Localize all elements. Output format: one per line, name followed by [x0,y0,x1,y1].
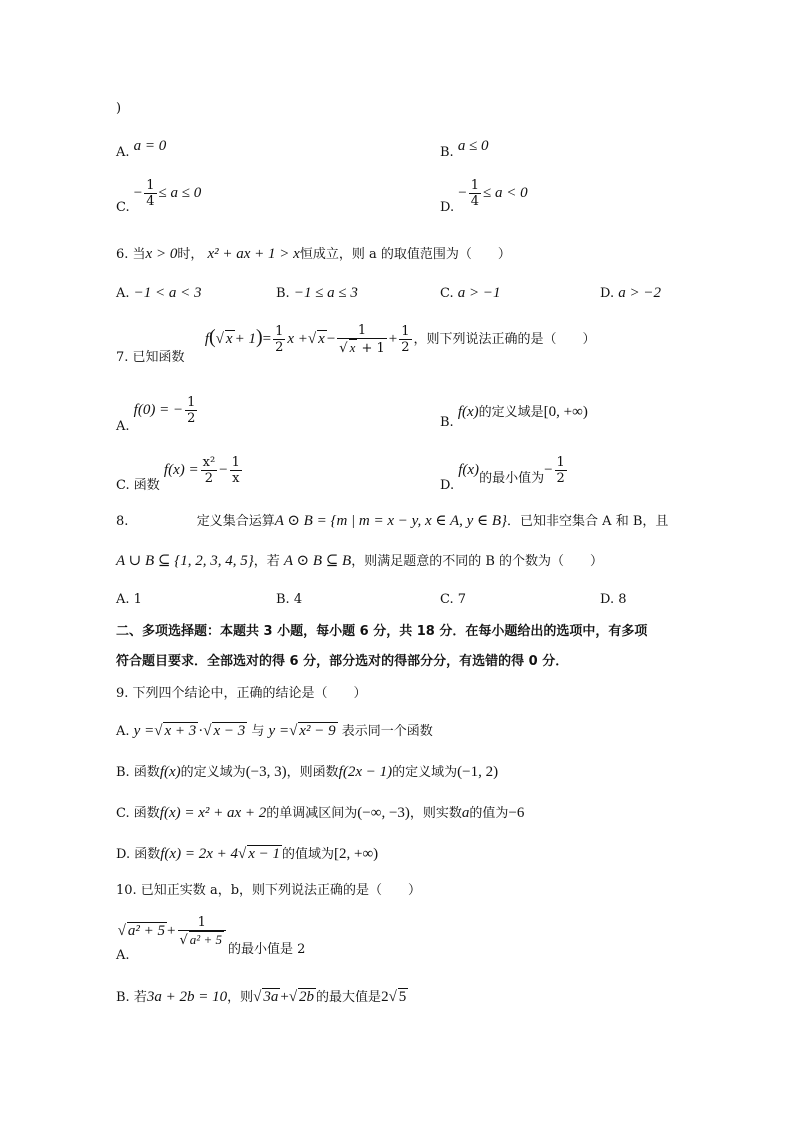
math-expr: f(x) [159,764,181,780]
option-text: 表示同一个函数 [341,724,433,739]
fraction [555,455,567,486]
fraction [273,324,285,355]
q8-stem-line2 [116,552,603,571]
fraction [399,324,411,355]
option-letter: B. [116,990,130,1005]
option-letter: B. [116,765,130,780]
set-condition: A ⊙ B ⊆ B [283,553,352,569]
math-expr: f(x) [457,404,479,420]
option-letter: D. [440,200,455,215]
radicand: x² − 9 [299,723,336,739]
q10-option-a [116,915,306,963]
numerator: 1 [357,323,367,338]
option-text: ，则 [227,990,254,1005]
radicand: x [225,331,233,347]
radical-sign: √ [215,331,224,347]
stem-text: 定义集合运算 [196,514,275,529]
option-letter: A. [116,145,130,160]
option-text: 的定义域为 [180,765,246,780]
denominator [178,930,226,948]
radicand: a² + 5 [127,923,166,939]
option-expr: a ≤ 0 [457,138,489,154]
option-text: 与 [251,724,265,739]
fraction [144,178,156,209]
equals-sign: = [262,331,272,347]
option-text: 的值为 [469,806,509,821]
set-definition: A ⊙ B = {m | m = x − y, x ∈ A, y ∈ B} [274,513,508,529]
denominator: x [230,470,242,486]
minus-sign: − [458,185,467,201]
plus-sign: + [280,989,289,1005]
q6-option-d [600,284,661,303]
minus-sign: − [219,462,228,478]
q8-option-a: A. 1 [116,592,142,607]
math-expr: x > 0 [145,246,178,262]
option-letter: B. [440,415,454,430]
numerator: x² [202,455,216,470]
radicand: 5 [398,989,407,1005]
option-letter: A. [116,724,130,739]
option-text: 的单调减区间为 [266,806,358,821]
numerator: 1 [556,455,565,470]
option-letter: D. [440,478,455,493]
numerator: 1 [470,178,479,193]
option-letter: C. [116,806,130,821]
radical-sign: √ [154,723,163,739]
numerator: 1 [231,455,240,470]
interval: [0, +∞) [543,404,588,420]
set-condition: A ∪ B ⊆ {1, 2, 3, 4, 5} [116,553,254,569]
q6-stem [116,245,511,264]
fraction [185,395,197,426]
math-expr: y = [133,723,155,739]
radicand: x [349,340,356,355]
q5-option-b [440,137,489,160]
option-expr: a > −2 [618,285,661,301]
math-expr: f(x) [458,462,480,478]
denominator: 2 [187,411,196,426]
math-expr: y = [268,723,290,739]
interval: (−∞, −3) [357,805,410,821]
interval: [2, +∞) [334,846,379,862]
numerator: 1 [275,324,284,339]
math-expr: 2 [381,989,389,1005]
question-number: 6. 当 [116,247,146,262]
stem-text: 时， [177,247,204,262]
interval: (−3, 3) [245,764,287,780]
denominator: 2 [401,340,410,355]
q7-option-c [116,455,244,493]
plus-sign: + [388,331,398,347]
question-number: 7. 已知函数 [116,350,185,365]
stem-text: ，若 [253,554,280,569]
option-text: 函数 [134,847,161,862]
option-letter: D. [116,847,131,862]
math-expr: x + [287,331,308,347]
function-name: f [204,331,209,347]
section-heading-line2: 符合题目要求．全部选对的得 6 分，部分选对的得部分分，有选错的得 0 分． [116,654,569,669]
minus-sign: − [544,462,553,478]
option-letter: B. [276,286,290,301]
option-text: 函数 [133,478,160,493]
math-expr: f(x) = x² + ax + 2 [159,805,267,821]
q7-option-b [440,403,588,430]
q8-option-c: C. 7 [440,592,467,607]
radical-sign: √ [253,989,262,1005]
paren-close: ) [255,326,263,348]
option-expr: −1 ≤ a ≤ 3 [293,285,358,301]
radicand: x + 3 [164,723,197,739]
radicand: 2b [299,989,315,1005]
math-expr: f(x) = [163,462,199,478]
interval: (−1, 2) [457,764,499,780]
option-letter: B. [440,145,454,160]
fraction [230,455,242,486]
fraction [337,323,387,356]
question-number: 8. [116,514,129,529]
q5-option-c [116,178,202,215]
minus-sign: − [133,185,143,201]
radicand: x − 3 [213,723,246,739]
math-expr: + 1 [361,341,385,356]
option-text: 的最小值为 [479,471,545,486]
option-letter: A. [116,286,130,301]
denominator: 4 [146,194,155,209]
q8-stem-line1 [116,512,668,531]
denominator [337,338,387,356]
q7-stem [116,323,596,365]
math-expr: f(2x − 1) [338,764,393,780]
option-text: 函数 [133,806,160,821]
math-expr: −6 [508,805,525,821]
radical-sign: √ [288,989,298,1005]
option-letter: C. [116,478,130,493]
math-expr: 3a + 2b = 10 [146,989,228,1005]
continuation-paren: ) [116,101,122,116]
option-letter: A. [116,419,130,434]
option-expr: a > −1 [457,285,501,301]
q9-option-c [116,804,524,823]
q5-option-a [116,137,167,160]
q9-option-a [116,722,433,741]
radical-sign: √ [339,341,348,356]
q8-option-d: D. 8 [600,592,627,607]
math-expr: a [461,805,470,821]
denominator: 2 [556,471,565,486]
fraction [201,455,218,486]
q5-option-d [440,178,528,215]
paren-open: ( [209,326,216,348]
q6-option-c [440,284,501,303]
option-text: 若 [133,990,147,1005]
plus-sign: + [167,923,176,939]
radical-sign: √ [289,723,298,739]
option-letter: C. [116,200,130,215]
q7-option-a [116,395,199,434]
option-text: ，则实数 [409,806,462,821]
numerator: 1 [401,324,410,339]
q10-stem: 10. 已知正实数 a，b，则下列说法正确的是（ ） [116,883,422,898]
denominator: 2 [275,340,284,355]
radical-sign: √ [307,331,317,347]
option-expr: ≤ a < 0 [482,185,528,201]
q9-option-d [116,845,378,864]
option-expr: a = 0 [133,138,167,154]
radicand: x [318,331,325,347]
stem-text: ．已知非空集合 A 和 B，且 [507,514,669,529]
math-expr: f(0) = − [133,402,184,418]
section-heading-line1: 二、多项选择题：本题共 3 小题，每小题 6 分，共 18 分．在每小题给出的选项中，有多项 [116,624,648,639]
q8-option-b: B. 4 [276,592,303,607]
q6-option-a [116,284,202,303]
radical-sign: √ [117,923,126,939]
numerator: 1 [146,178,155,193]
numerator: 1 [187,395,196,410]
minus-sign: − [326,331,336,347]
stem-text: 恒成立，则 a 的取值范围为（ ） [299,247,511,262]
fraction [469,178,481,209]
option-expr: −1 < a < 3 [133,285,202,301]
denominator: 4 [470,194,479,209]
math-expr: + 1 [234,331,256,347]
math-expr: f(x) = 2x + 4 [160,846,238,862]
option-letter: D. [600,286,615,301]
numerator: 1 [197,915,206,930]
radicand: a² + 5 [189,932,222,947]
q9-stem: 9. 下列四个结论中，正确的结论是（ ） [116,686,367,701]
option-letter: A. [116,948,130,963]
option-text: 的最大值是 [316,990,382,1005]
denominator: 2 [201,470,218,486]
stem-text: ，则下列说法正确的是（ ） [413,332,596,347]
math-expr: x² + ax + 1 > x [207,246,300,262]
q9-option-b [116,763,498,782]
q7-option-d [440,455,569,493]
radical-sign: √ [179,933,188,948]
option-text: ，则函数 [286,765,339,780]
q10-option-b [116,988,408,1007]
stem-text: ，则满足题意的不同的 B 的个数为（ ） [351,554,604,569]
option-text: 的值域为 [281,847,334,862]
radical-sign: √ [388,989,397,1005]
multiply-dot: · [198,723,204,739]
option-text: 的定义域为 [392,765,458,780]
option-letter: C. [440,286,454,301]
radical-sign: √ [237,846,247,862]
option-text: 函数 [133,765,160,780]
radicand: 3a [263,989,279,1005]
radicand: x − 1 [248,846,280,862]
radical-sign: √ [203,723,212,739]
fraction [178,915,226,948]
option-text: 的最小值是 2 [227,942,306,957]
q6-option-b [276,284,358,303]
option-expr: ≤ a ≤ 0 [158,185,202,201]
option-text: 的定义域是 [478,405,544,420]
